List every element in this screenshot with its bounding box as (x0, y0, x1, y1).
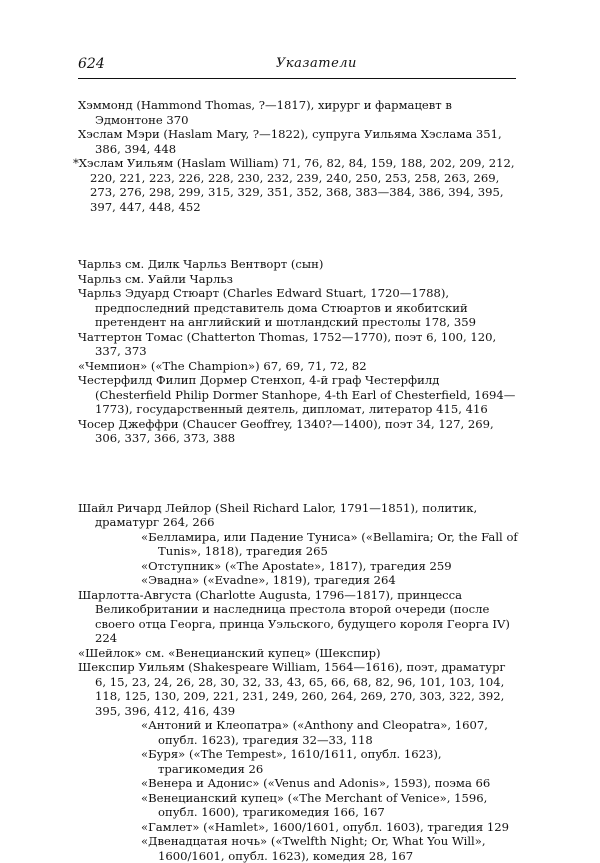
index-entry: Честерфилд Филип Дормер Стенхоп, 4-й граф Честерфилд (Chesterfield Philip Dormer Stanhope, 4-th Earl of Chesterfield, 1694—1773), государственный деятель, дипломат, литератор 415, 416 (78, 373, 516, 416)
index-subentry: «Антоний и Клеопатра» («Anthony and Cleopatra», 1607, опубл. 1623), трагедия 32—33, 118 (141, 718, 488, 747)
index-subentry: «Двенадцатая ночь» («Twelfth Night; Or, What You Will», 1600/1601, опубл. 1623), комедия 28, 167 (141, 834, 486, 863)
index-entry: Чосер Джеффри (Chaucer Geoffrey, 1340?—1400), поэт 34, 127, 269, 306, 337, 366, 373, 388 (78, 416, 494, 445)
index-entry: Шекспир Уильям (Shakespeare William, 1564—1616), поэт, драматург 6, 15, 23, 24, 26, 28, 30, 32, 33, 43, 65, 66, 68, 82, 96, 101, 103, 104, 118, 125, 130, 209, 221, 231, 249, 260, 264, 269, 270, 303, 322, 392, 395, 396, 412, 416, 439 (78, 660, 506, 718)
index-entry: «Чемпион» («The Champion») 67, 69, 71, 72, 82 (78, 358, 367, 373)
index-entry: Хэслам Мэри (Haslam Mary, ?—1822), супруга Уильяма Хэслама 351, 386, 394, 448 (78, 127, 502, 156)
header-rule (78, 78, 516, 79)
index-subentry: «Белламира, или Падение Туниса» («Bellamira; Or, the Fall of Tunis», 1818), трагедия 265 (141, 529, 518, 558)
index-column (73, 98, 518, 863)
index-entry: Чарльз Эдуард Стюарт (Charles Edward Stuart, 1720—1788), предпоследний представитель дома Стюартов и якобитский претендент на английский и шотландский престолы 178, 359 (78, 286, 476, 329)
index-entry: Чаттертон Томас (Chatterton Thomas, 1752—1770), поэт 6, 100, 120, 337, 373 (78, 329, 497, 358)
index-entry: Чарльз см. Дилк Чарльз Вентворт (сын) (78, 257, 324, 271)
index-entry: «Шейлок» см. «Венецианский купец» (Шекспир) (78, 645, 381, 660)
index-subentry: «Венера и Адонис» («Venus and Adonis», 1593), поэма 66 (141, 776, 491, 790)
letter-gap (78, 446, 518, 501)
index-subentry: «Буря» («The Tempest», 1610/1611, опубл. 1623), трагикомедия 26 (141, 747, 442, 776)
index-entry: Чарльз см. Уайли Чарльз (78, 271, 233, 286)
index-subentry: «Гамлет» («Hamlet», 1600/1601, опубл. 1603), трагедия 129 (141, 819, 510, 834)
index-entry: Шайл Ричард Лейлор (Sheil Richard Lalor, 1791—1851), политик, драматург 264, 266 (78, 500, 478, 529)
index-entry: Шарлотта-Августа (Charlotte Augusta, 1796—1817), принцесса Великобритании и наследница престола второй очереди (после своего отца Георга, принца Уэльского, будущего короля Георга IV) 224 (78, 587, 510, 645)
index-subentry: «Эвадна» («Evadne», 1819), трагедия 264 (141, 573, 396, 587)
index-entry: Хэммонд (Hammond Thomas, ?—1817), хирург и фармацевт в Эдмонтоне 370 (78, 98, 452, 127)
index-entry: *Хэслам Уильям (Haslam William) 71, 76, 82, 84, 159, 188, 202, 209, 212, 220, 221, 223, 226, 228, 230, 232, 239, 240, 250, 253, 258, 263, 269, 273, 276, 298, 299, 315, 329, 351, 352, 368, 383—384, 386, 394, 395, 397, 447, 448, 452 (73, 156, 515, 214)
page-number: 624 (78, 56, 105, 72)
running-title: Указатели (276, 56, 357, 71)
letter-gap (78, 214, 518, 257)
index-subentry: «Отступник» («The Apostate», 1817), трагедия 259 (141, 558, 452, 573)
index-subentry: «Венецианский купец» («The Merchant of Venice», 1596, опубл. 1600), трагикомедия 166, 167 (141, 790, 488, 819)
